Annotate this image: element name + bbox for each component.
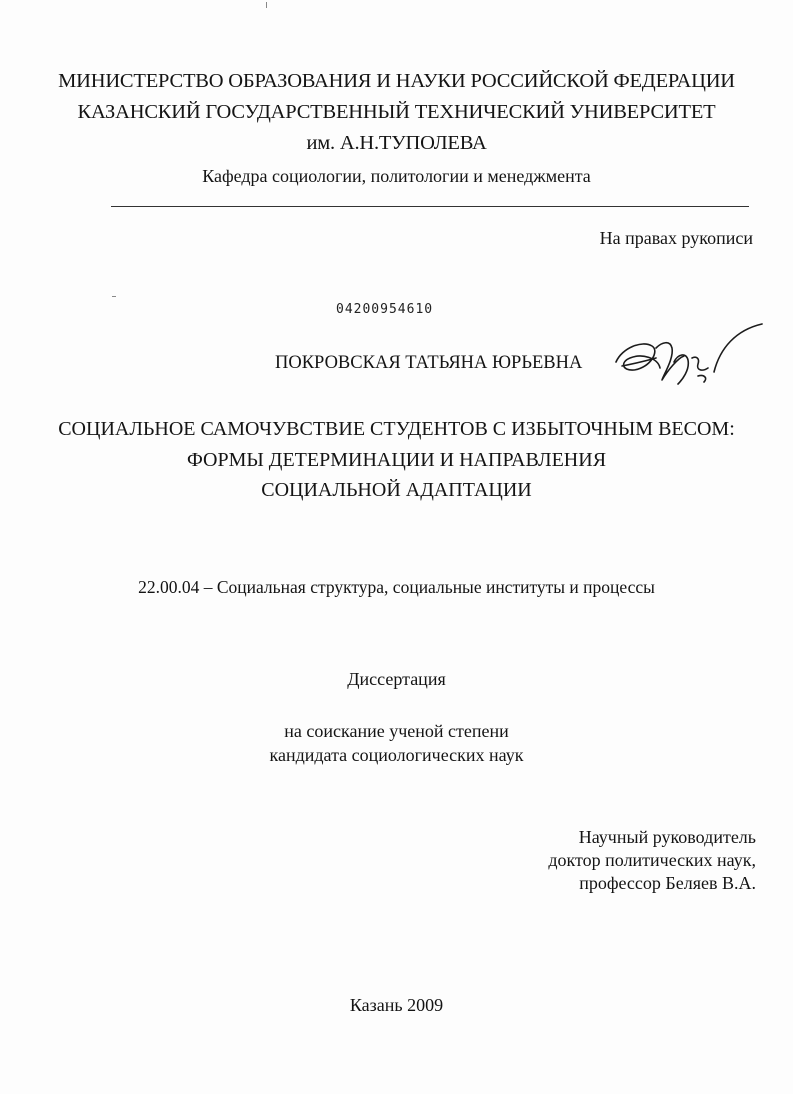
ministry-name: МИНИСТЕРСТВО ОБРАЗОВАНИЯ И НАУКИ РОССИЙСКОЙ ФЕДЕРАЦИИ	[58, 70, 735, 92]
supervisor-name: профессор Беляев В.А.	[579, 873, 756, 893]
manuscript-note: На правах рукописи	[599, 228, 753, 248]
author-signature	[612, 318, 772, 398]
department-name: Кафедра социологии, политологии и менеджмента	[202, 166, 591, 186]
header-divider	[111, 206, 749, 207]
degree-line-2: кандидата социологических наук	[269, 745, 524, 765]
university-name: КАЗАНСКИЙ ГОСУДАРСТВЕННЫЙ ТЕХНИЧЕСКИЙ УНИВЕРСИТЕТ	[77, 101, 716, 123]
supervisor-degree: доктор политических наук,	[548, 850, 756, 870]
title-line-2: ФОРМЫ ДЕТЕРМИНАЦИИ И НАПРАВЛЕНИЯ	[186, 449, 607, 471]
place-and-year: Казань 2009	[349, 995, 444, 1015]
supervisor-role: Научный руководитель	[578, 827, 756, 847]
document-type: Диссертация	[347, 669, 446, 689]
degree-line-1: на соискание ученой степени	[284, 721, 509, 741]
scan-speck	[266, 2, 267, 8]
title-line-3: СОЦИАЛЬНОЙ АДАПТАЦИИ	[261, 479, 532, 501]
author-name: ПОКРОВСКАЯ ТАТЬЯНА ЮРЬЕВНА	[275, 353, 583, 373]
university-named-after: им. А.Н.ТУПОЛЕВА	[306, 132, 487, 154]
catalog-number: 04200954610	[336, 302, 434, 317]
title-line-1: СОЦИАЛЬНОЕ САМОЧУВСТВИЕ СТУДЕНТОВ С ИЗБЫТОЧНЫМ ВЕСОМ:	[58, 418, 735, 440]
specialty-code: 22.00.04 – Социальная структура, социальные институты и процессы	[138, 577, 655, 597]
scan-speck	[112, 296, 116, 297]
